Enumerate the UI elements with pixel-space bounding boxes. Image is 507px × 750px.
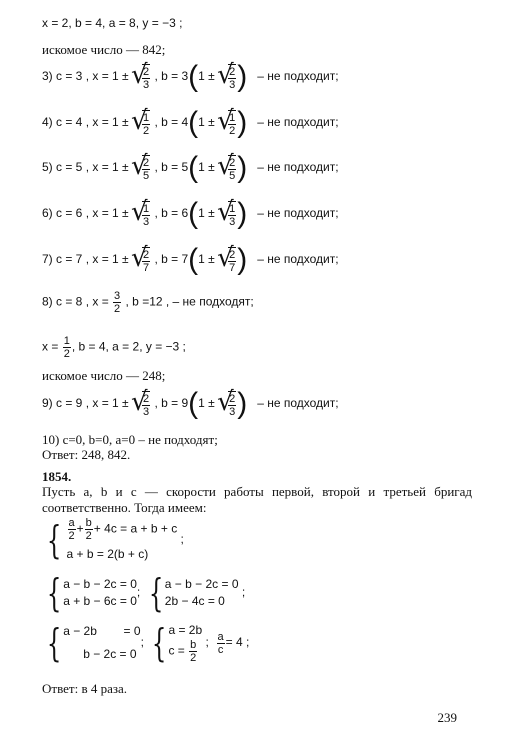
case-8-rest: , b =12 , – не подходят; <box>125 294 254 309</box>
denominator: 3 <box>229 215 236 228</box>
row: 2b − 4c = 0 <box>164 594 225 608</box>
sqrt <box>132 110 151 137</box>
denominator: 2 <box>229 124 236 137</box>
semicolon: ; <box>140 635 144 650</box>
fraction <box>142 391 150 418</box>
system-1 <box>42 517 184 563</box>
brace: { <box>46 621 62 665</box>
row: a = 2b <box>168 623 203 637</box>
fraction <box>63 335 71 360</box>
row <box>168 639 202 664</box>
denominator: 2 <box>85 530 92 542</box>
fraction <box>228 64 236 91</box>
paren-close: ) <box>237 60 248 93</box>
case-b: , b = 3 <box>154 69 189 84</box>
row: b − 2c = 0 <box>63 647 137 661</box>
fraction <box>189 639 197 664</box>
semicolon: ; <box>205 635 209 650</box>
system-1-rows <box>67 517 178 563</box>
denominator: 3 <box>229 405 236 418</box>
numerator: √ 2 <box>142 65 150 78</box>
numerator: √ 1 <box>229 111 236 124</box>
numerator: √ 2 <box>142 392 150 405</box>
case-row: 3) c = 3 , x = 1 ± √ $\frac{2}{3}$ , b = 3(1 ± √ $\frac{2}{3}$ ) – не подходит; <box>42 62 339 92</box>
sqrt <box>218 155 237 182</box>
line-solution-2 <box>42 335 186 360</box>
case-row: 6) c = 6 , x = 1 ± √ $\frac{1}{3}$ , b = 6(1 ± √ $\frac{1}{3}$ ) – не подходит; <box>42 199 339 229</box>
denominator: 2 <box>63 348 70 360</box>
sqrt <box>218 201 237 228</box>
system-3b <box>168 622 202 664</box>
numerator: √ 1 <box>142 111 150 124</box>
case-b: , b = 9 <box>154 396 189 411</box>
case-verdict: – не подходит; <box>257 69 339 84</box>
case-label: 7) c = 7 , x = 1 ± <box>42 252 129 267</box>
fraction <box>142 64 150 91</box>
denominator: 5 <box>229 169 236 182</box>
fraction <box>228 247 236 274</box>
c-equals: c = <box>168 643 185 658</box>
case-9: 9) c = 9 , x = 1 ± √ $\frac{2}{3}$ , b = 9(1 ± √ $\frac{2}{3}$ ) – не подходит; <box>42 389 339 419</box>
paren-close: ) <box>237 387 248 420</box>
numerator: √ 2 <box>229 392 236 405</box>
line-solution-2-rest: , b = 4, a = 2, y = −3 ; <box>71 339 186 354</box>
equation-rest: + 4c = a + b + c <box>93 521 178 536</box>
line-solution-2-x: x = <box>42 339 59 354</box>
ratio-result: = 4 ; <box>225 635 250 650</box>
numerator: √ 2 <box>142 156 150 169</box>
row: a − b − 2c = 0 <box>164 577 239 591</box>
plus: + <box>76 521 84 536</box>
semicolon: ; <box>241 585 246 600</box>
case-verdict: – не подходит; <box>257 396 339 411</box>
denominator: 3 <box>142 215 150 228</box>
fraction <box>228 391 236 418</box>
line-solution-1: x = 2, b = 4, a = 8, y = −3 ; <box>42 16 183 30</box>
paren-open: ( <box>188 106 199 139</box>
numerator: √ 1 <box>142 202 150 215</box>
paren-open: ( <box>188 243 199 276</box>
row: a − 2b = 0 <box>63 624 141 638</box>
case-10: 10) с=0, b=0, a=0 – не подходят; <box>42 432 218 447</box>
case-verdict: – не подходит; <box>257 252 339 267</box>
paren-close: ) <box>237 197 248 230</box>
case-b: , b = 5 <box>154 160 189 175</box>
case-label: 5) c = 5 , x = 1 ± <box>42 160 129 175</box>
paren-close: ) <box>237 151 248 184</box>
fraction <box>142 155 150 182</box>
sqrt <box>132 201 151 228</box>
case-label: 9) c = 9 , x = 1 ± <box>42 396 129 411</box>
brace: { <box>148 571 163 615</box>
fraction <box>228 201 236 228</box>
sqrt <box>132 247 151 274</box>
case-label: 3) c = 3 , x = 1 ± <box>42 69 129 84</box>
fraction-a-over-c <box>217 631 225 656</box>
fraction <box>228 110 236 137</box>
sqrt <box>218 64 237 91</box>
system-3a <box>63 623 140 663</box>
case-row: 7) c = 7 , x = 1 ± √ $\frac{2}{7}$ , b = 7(1 ± √ $\frac{2}{7}$ ) – не подходит; <box>42 245 339 275</box>
denominator: 3 <box>142 405 150 418</box>
sqrt <box>132 391 151 418</box>
denominator: 2 <box>114 303 121 315</box>
numerator: √ 2 <box>229 248 236 261</box>
numerator: 3 <box>114 290 121 302</box>
case-label: 4) c = 4 , x = 1 ± <box>42 115 129 130</box>
fraction <box>68 517 76 542</box>
numerator: b <box>85 517 92 529</box>
case-b: , b = 4 <box>154 115 189 130</box>
sqrt <box>218 110 237 137</box>
numerator: b <box>190 639 197 651</box>
numerator: √ 2 <box>229 156 236 169</box>
system-1-row-2: a + b = 2(b + c) <box>66 547 149 561</box>
system-2 <box>42 571 246 615</box>
denominator: 2 <box>68 530 75 542</box>
numerator: √ 2 <box>229 65 236 78</box>
semicolon: ; <box>180 532 184 547</box>
fraction <box>228 155 236 182</box>
case-verdict: – не подходит; <box>257 206 339 221</box>
denominator: 7 <box>142 261 150 274</box>
row: a + b − 6c = 0 <box>63 594 137 608</box>
brace: { <box>152 621 167 665</box>
numerator: √ 1 <box>229 202 236 215</box>
paren-open: ( <box>188 197 199 230</box>
case-label: 6) c = 6 , x = 1 ± <box>42 206 129 221</box>
sqrt <box>132 64 151 91</box>
case-row: 5) c = 5 , x = 1 ± √ $\frac{2}{5}$ , b = 5(1 ± √ $\frac{2}{5}$ ) – не подходит; <box>42 153 339 183</box>
line-number-248: искомое число — 248; <box>42 368 166 383</box>
system-2a <box>63 576 137 610</box>
paren-open: ( <box>188 387 199 420</box>
fraction <box>142 247 150 274</box>
numerator: 1 <box>63 335 70 347</box>
denominator: 3 <box>229 78 236 91</box>
paren-open: ( <box>188 151 199 184</box>
denominator: c <box>217 643 224 656</box>
page-number: 239 <box>437 710 457 725</box>
sqrt <box>218 391 237 418</box>
denominator: 5 <box>142 169 150 182</box>
system-1-row-1 <box>67 517 178 542</box>
fraction <box>113 290 121 315</box>
brace: { <box>46 571 62 615</box>
fraction <box>142 201 150 228</box>
sqrt <box>218 247 237 274</box>
case-b: , b = 6 <box>154 206 189 221</box>
problem-number: 1854. <box>42 469 72 484</box>
denominator: 7 <box>229 261 236 274</box>
problem-statement: Пусть a, b и c — скорости работы первой, второй и третьей бригад соответственно. Тогда имеем: <box>42 484 472 515</box>
answer-2: Ответ: в 4 раза. <box>42 681 128 696</box>
case-8-label: 8) c = 8 , x = <box>42 294 109 309</box>
brace: { <box>46 518 62 562</box>
numerator: √ 2 <box>142 248 150 261</box>
case-8 <box>42 290 254 315</box>
denominator: 2 <box>190 652 197 664</box>
case-verdict: – не подходит; <box>257 115 339 130</box>
paren-open: ( <box>188 60 199 93</box>
denominator: 2 <box>142 124 150 137</box>
case-verdict: – не подходит; <box>257 160 339 175</box>
fraction <box>85 517 93 542</box>
system-3 <box>42 622 249 664</box>
system-2b <box>165 576 239 610</box>
numerator: a <box>217 630 224 643</box>
case-b: , b = 7 <box>154 252 189 267</box>
case-row: 4) c = 4 , x = 1 ± √ $\frac{1}{2}$ , b = 4(1 ± √ $\frac{1}{2}$ ) – не подходит; <box>42 108 339 138</box>
paren-close: ) <box>237 106 248 139</box>
fraction <box>142 110 150 137</box>
row: a − b − 2c = 0 <box>63 577 137 591</box>
numerator: a <box>68 517 75 529</box>
line-number-842: искомое число — 842; <box>42 42 166 57</box>
denominator: 3 <box>142 78 150 91</box>
paren-close: ) <box>237 243 248 276</box>
semicolon: ; <box>136 585 141 600</box>
sqrt <box>132 155 151 182</box>
answer-1: Ответ: 248, 842. <box>42 447 131 462</box>
